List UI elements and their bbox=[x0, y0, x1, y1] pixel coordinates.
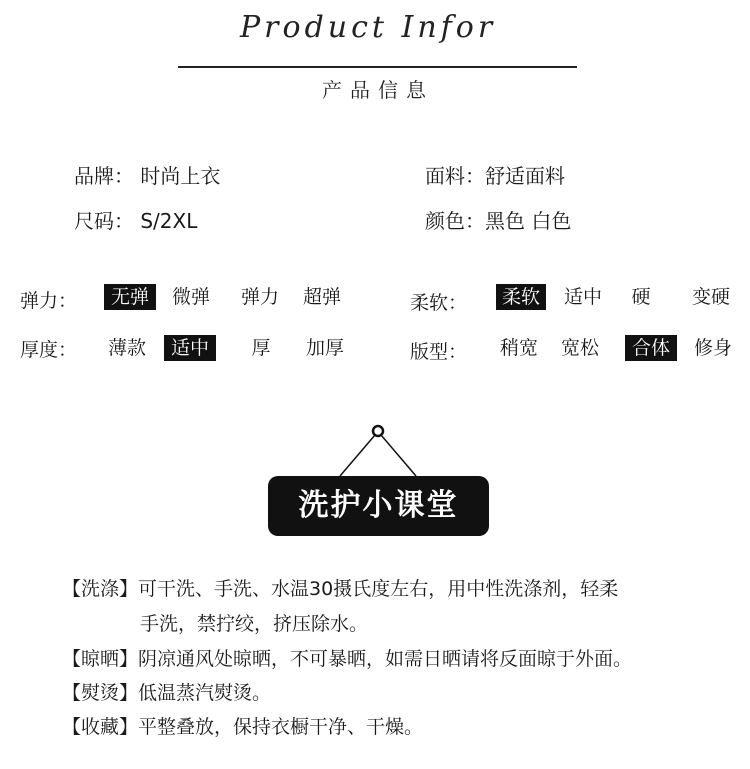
softness-option-harder: 变硬 bbox=[691, 286, 730, 308]
care-tag: 【洗涤】 bbox=[62, 578, 139, 600]
care-item-ironing bbox=[62, 678, 271, 708]
elasticity-option-none: 无弹 bbox=[104, 284, 156, 310]
thickness-option-thin: 薄款 bbox=[107, 337, 146, 359]
care-text: 低温蒸汽熨烫。 bbox=[138, 682, 272, 704]
thickness-option-medium: 适中 bbox=[164, 335, 216, 361]
care-item-drying bbox=[62, 644, 632, 674]
care-tag: 【熨烫】 bbox=[62, 682, 139, 704]
thickness-option-thick: 厚 bbox=[251, 337, 271, 359]
softness-option-hard: 硬 bbox=[631, 286, 651, 308]
hanger-icon bbox=[330, 420, 430, 480]
care-tag: 【收藏】 bbox=[62, 716, 139, 738]
info-brand: 品牌： 时尚上衣 bbox=[74, 164, 221, 188]
care-item-storage bbox=[62, 712, 423, 742]
elasticity-option-elastic: 弹力 bbox=[240, 286, 279, 308]
care-item-washing-continued bbox=[140, 609, 368, 639]
care-tag: 【晾晒】 bbox=[62, 648, 139, 670]
care-section-title: 洗护小课堂 bbox=[268, 476, 489, 536]
fit-option-fitted: 合体 bbox=[625, 335, 677, 361]
fit-option-loose: 宽松 bbox=[560, 337, 599, 359]
care-text: 手洗，禁拧绞，挤压除水。 bbox=[140, 613, 369, 635]
page-subtitle: 产品信息 bbox=[322, 78, 434, 102]
care-text: 平整叠放，保持衣橱干净、干燥。 bbox=[138, 716, 424, 738]
script-title: Product Infor bbox=[240, 10, 497, 45]
care-text: 阴凉通风处晾晒，不可暴晒，如需日晒请将反面晾于外面。 bbox=[138, 648, 633, 670]
elasticity-label: 弹力： bbox=[20, 290, 78, 312]
info-size: 尺码： S/2XL bbox=[74, 209, 198, 233]
thickness-label: 厚度： bbox=[20, 339, 78, 361]
elasticity-option-slight: 微弹 bbox=[171, 286, 210, 308]
fit-option-slim: 修身 bbox=[693, 337, 732, 359]
title-divider bbox=[178, 66, 577, 68]
info-material: 面料：舒适面料 bbox=[425, 164, 565, 188]
fit-option-slightly-loose: 稍宽 bbox=[499, 337, 538, 359]
care-text: 可干洗、手洗、水温30摄氏度左右，用中性洗涤剂，轻柔 bbox=[138, 578, 619, 600]
softness-option-medium: 适中 bbox=[563, 286, 602, 308]
elasticity-option-super: 超弹 bbox=[302, 286, 341, 308]
care-item-washing bbox=[62, 574, 618, 604]
thickness-option-extra-thick: 加厚 bbox=[305, 337, 344, 359]
softness-label: 柔软： bbox=[410, 292, 468, 314]
softness-option-soft: 柔软 bbox=[496, 284, 546, 310]
info-color: 颜色：黑色 白色 bbox=[425, 209, 572, 233]
fit-label: 版型： bbox=[410, 341, 468, 363]
